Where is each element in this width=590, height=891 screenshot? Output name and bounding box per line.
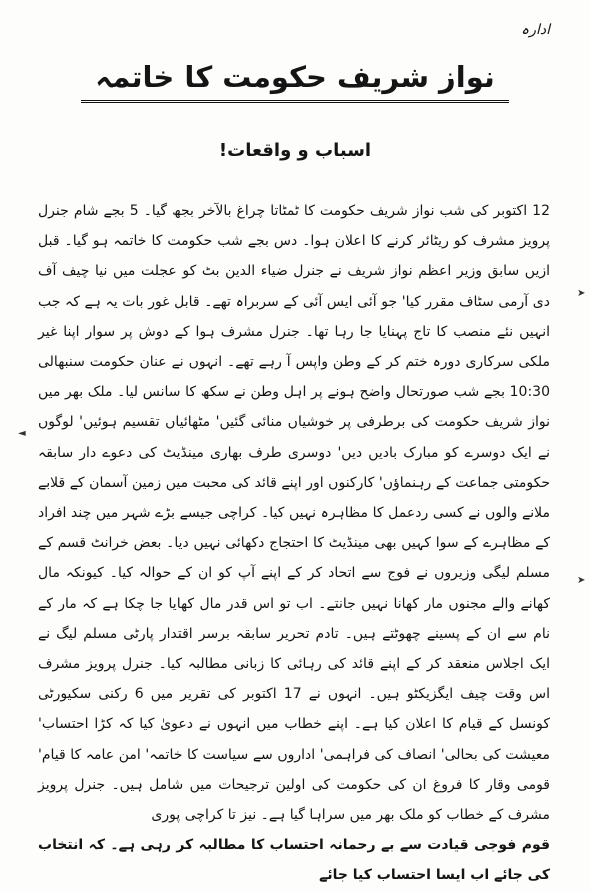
section-label: ادارہ bbox=[521, 22, 550, 38]
margin-arrow-icon: ➤ bbox=[577, 575, 586, 586]
margin-arrow-icon: ➤ bbox=[577, 288, 586, 299]
margin-arrow-icon: ◄ bbox=[18, 428, 26, 439]
title-wrapper bbox=[0, 60, 590, 103]
article-last-line: قوم فوجی قیادت سے بے رحمانہ احتساب کا مطالبہ کر رہی ہے۔ کہ انتخاب کی جائے اب ایسا احتساب کیا جائے bbox=[38, 837, 550, 884]
article-title: نواز شریف حکومت کا خاتمہ bbox=[81, 60, 509, 103]
article-subtitle: اسباب و واقعات! bbox=[218, 140, 372, 161]
article-paragraph: 12 اکتوبر کی شب نواز شریف حکومت کا ٹمٹاتا چراغ بالآخر بجھ گیا۔ 5 بجے شام جنرل پرویز مشرف کو ریٹائر کرنے کا اعلان ہوا۔ دس بجے شب حکومت کا خاتمہ ہو گیا۔ قبل ازیں سابق وزیر اعظم نواز شریف نے جنرل ضیاء الدین بٹ کو عجلت میں نیا چیف آف دی آرمی سٹاف مقرر کیا' جو آئی ایس آئی کے سربراہ تھے۔ قابل غور بات یہ ہے کہ جب انہیں نئے منصب کا تاج پہنایا جا رہا تھا۔ جنرل مشرف ہوا کے دوش پر سوار اپنا غیر ملکی سرکاری دورہ ختم کر کے وطن واپس آ رہے تھے۔ انہوں نے عنان حکومت سنبھالی 10:30 بجے شب صورتحال واضح ہونے پر اہل وطن نے سکھ کا سانس لیا۔ ملک بھر میں نواز شریف حکومت کی برطرفی پر خوشیاں منائی گئیں' مٹھائیاں تقسیم ہوئیں' لوگوں نے ایک دوسرے کو مبارک بادیں دیں' دوسری طرف بھاری مینڈیٹ کی دعوے دار سابقہ حکومتی جماعت کے رہنماؤں' کارکنوں اور اپنے قائد کی محبت میں زمین آسمان کے قلابے ملانے والوں نے کسی ردعمل کا مظاہرہ نہیں کیا۔ کراچی جیسے بڑے شہر میں چند افراد کے مظاہرے کے سوا کہیں بھی مینڈیٹ کا احتجاج دکھائی نہیں دیا۔ بعض خرانٹ قسم کے مسلم لیگی وزیروں نے فوج سے اتحاد کر کے اپنے آپ کو ان کے حوالہ کیا۔ کیونکہ مال کھانے والے مجنوں مار کھانا نہیں جانتے۔ اب تو اس قدر مال کھایا جا چکا ہے کہ مار کے نام سے ان کے پسینے چھوٹتے ہیں۔ تادم تحریر سابقہ برسر اقتدار پارٹی مسلم لیگ نے ایک اجلاس منعقد کر کے اپنے قائد کی رہائی کا زبانی مطالبہ کیا۔ جنرل پرویز مشرف اس وقت چیف ایگزیکٹو ہیں۔ انہوں نے 17 اکتوبر کی تقریر میں 6 رکنی سکیورٹی کونسل کے قیام کا اعلان کیا ہے۔ اپنے خطاب میں انہوں نے دعویٰ کیا کہ کڑا احتساب' معیشت کی بحالی' انصاف کی فراہمی' اداروں سے سیاست کا خاتمہ' امن عامہ کا قیام' قومی وقار کا فروغ ان کی حکومت کی اولین ترجیحات میں شامل ہیں۔ جنرل پرویز مشرف کے خطاب کو ملک بھر میں سراہا گیا ہے۔ نیز تا کراچی پوری bbox=[38, 203, 550, 824]
article-body bbox=[38, 196, 550, 891]
